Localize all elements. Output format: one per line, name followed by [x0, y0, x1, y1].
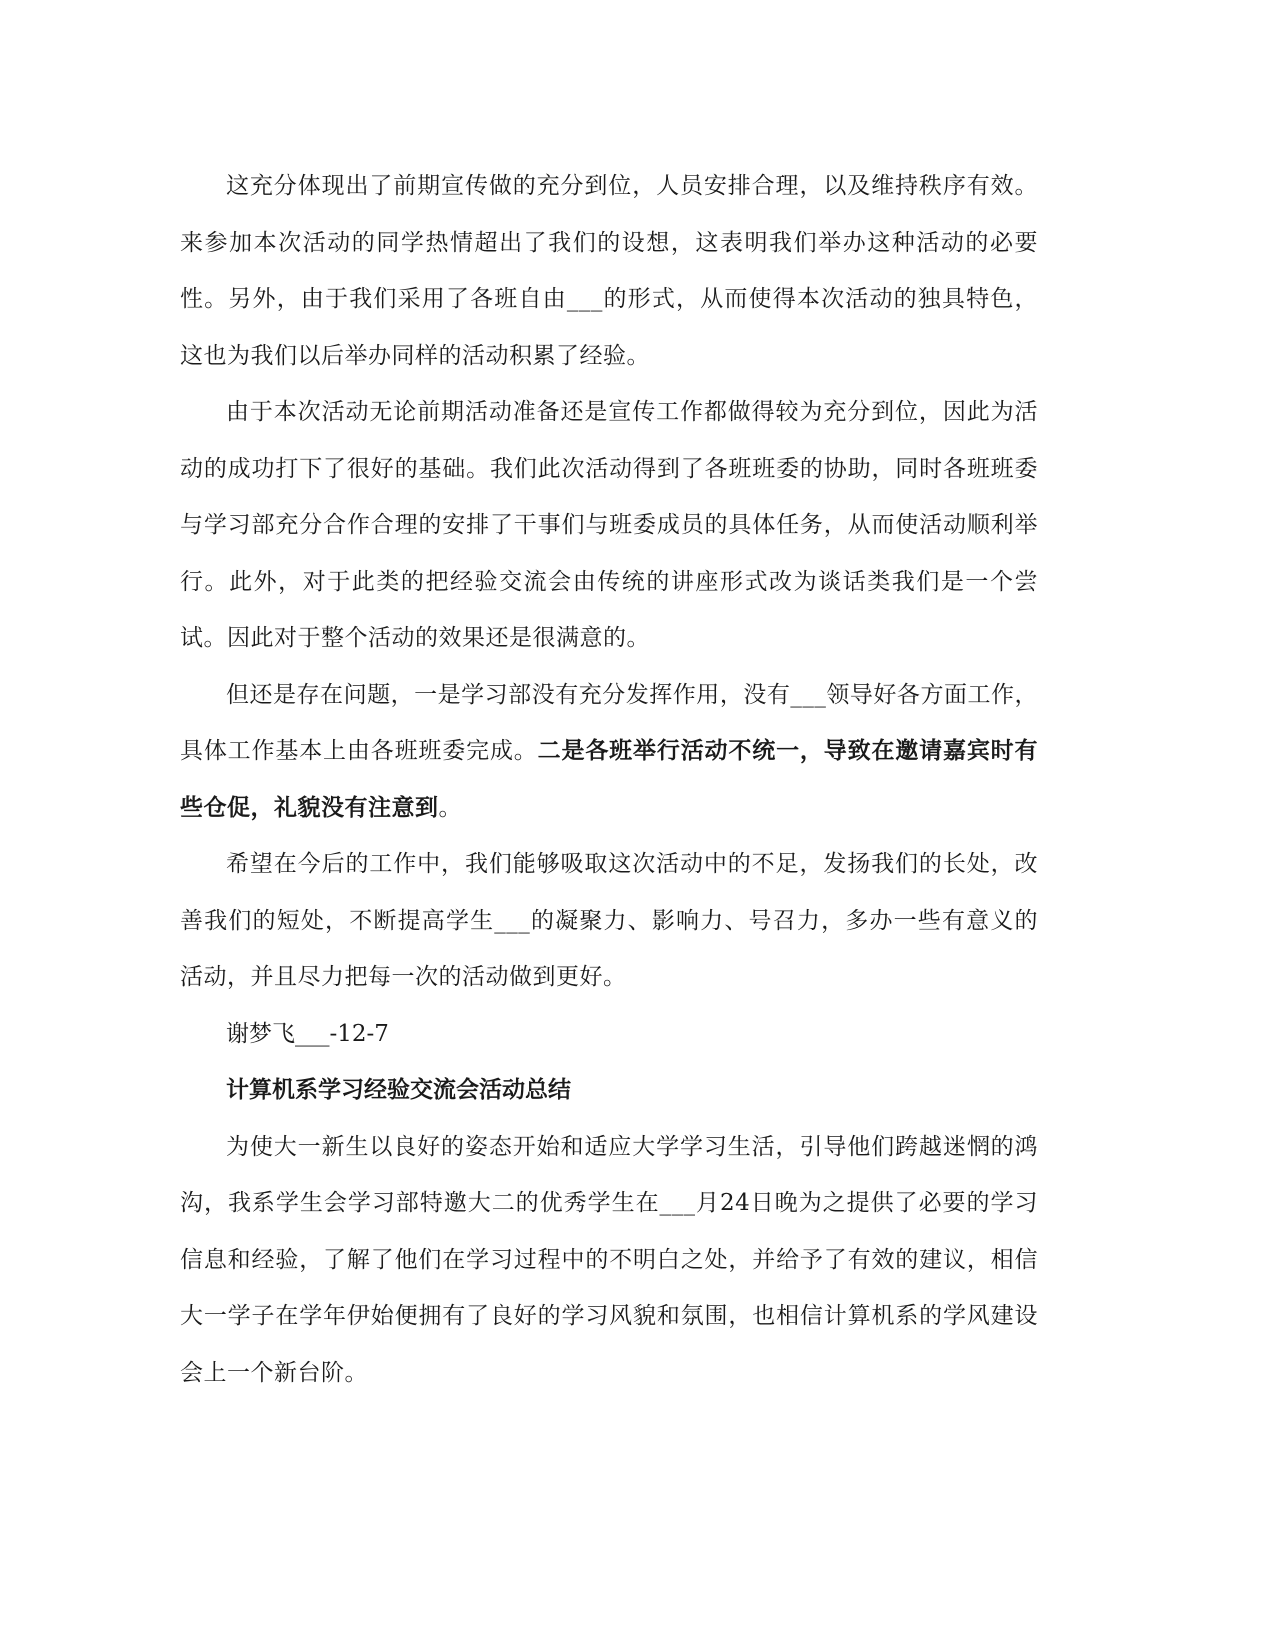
paragraph-3-end: 。 — [438, 794, 462, 821]
paragraph-3-bold-text: 二是各班举行活动不统一，导致在邀请嘉宾时有些仓促，礼貌没有注意到 — [180, 738, 1039, 821]
paragraph-5: 为使大一新生以良好的姿态开始和适应大学学习生活，引导他们跨越迷惘的鸿沟，我系学生会学习部特邀大二的优秀学生在___月24日晚为之提供了必要的学习信息和经验，了解了他们在学习过程中的不明白之处，并给予了有效的建议，相信大一学子在学年伊始便拥有了良好的学习风貌和氛围，也相信计算机系的学风建设会上一个新台阶。 — [180, 1133, 1038, 1386]
document-page — [180, 158, 1038, 1401]
paragraph-1: 这充分体现出了前期宣传做的充分到位，人员安排合理，以及维持秩序有效。来参加本次活动的同学热情超出了我们的设想，这表明我们举办这种活动的必要性。另外，由于我们采用了各班自由___的形式，从而使得本次活动的独具特色，这也为我们以后举办同样的活动积累了经验。 — [180, 173, 1038, 369]
signature-line: 谢梦飞___-12-7 — [226, 1020, 389, 1047]
paragraph-3-text: 但还是存在问题，一是学习部没有充分发挥作用，没有___领导好各方面工作，具体工作基本上由各班班委完成。 — [180, 681, 1038, 764]
paragraph-4: 希望在今后的工作中，我们能够吸取这次活动中的不足，发扬我们的长处，改善我们的短处，不断提高学生___的凝聚力、影响力、号召力，多办一些有意义的活动，并且尽力把每一次的活动做到更好。 — [180, 851, 1038, 990]
paragraph-3 — [180, 667, 1038, 837]
paragraph-2: 由于本次活动无论前期活动准备还是宣传工作都做得较为充分到位，因此为活动的成功打下了很好的基础。我们此次活动得到了各班班委的协助，同时各班班委与学习部充分合作合理的安排了干事们与班委成员的具体任务，从而使活动顺利举行。此外，对于此类的把经验交流会由传统的讲座形式改为谈话类我们是一个尝试。因此对于整个活动的效果还是很满意的。 — [180, 399, 1038, 651]
section-title: 计算机系学习经验交流会活动总结 — [226, 1077, 571, 1103]
